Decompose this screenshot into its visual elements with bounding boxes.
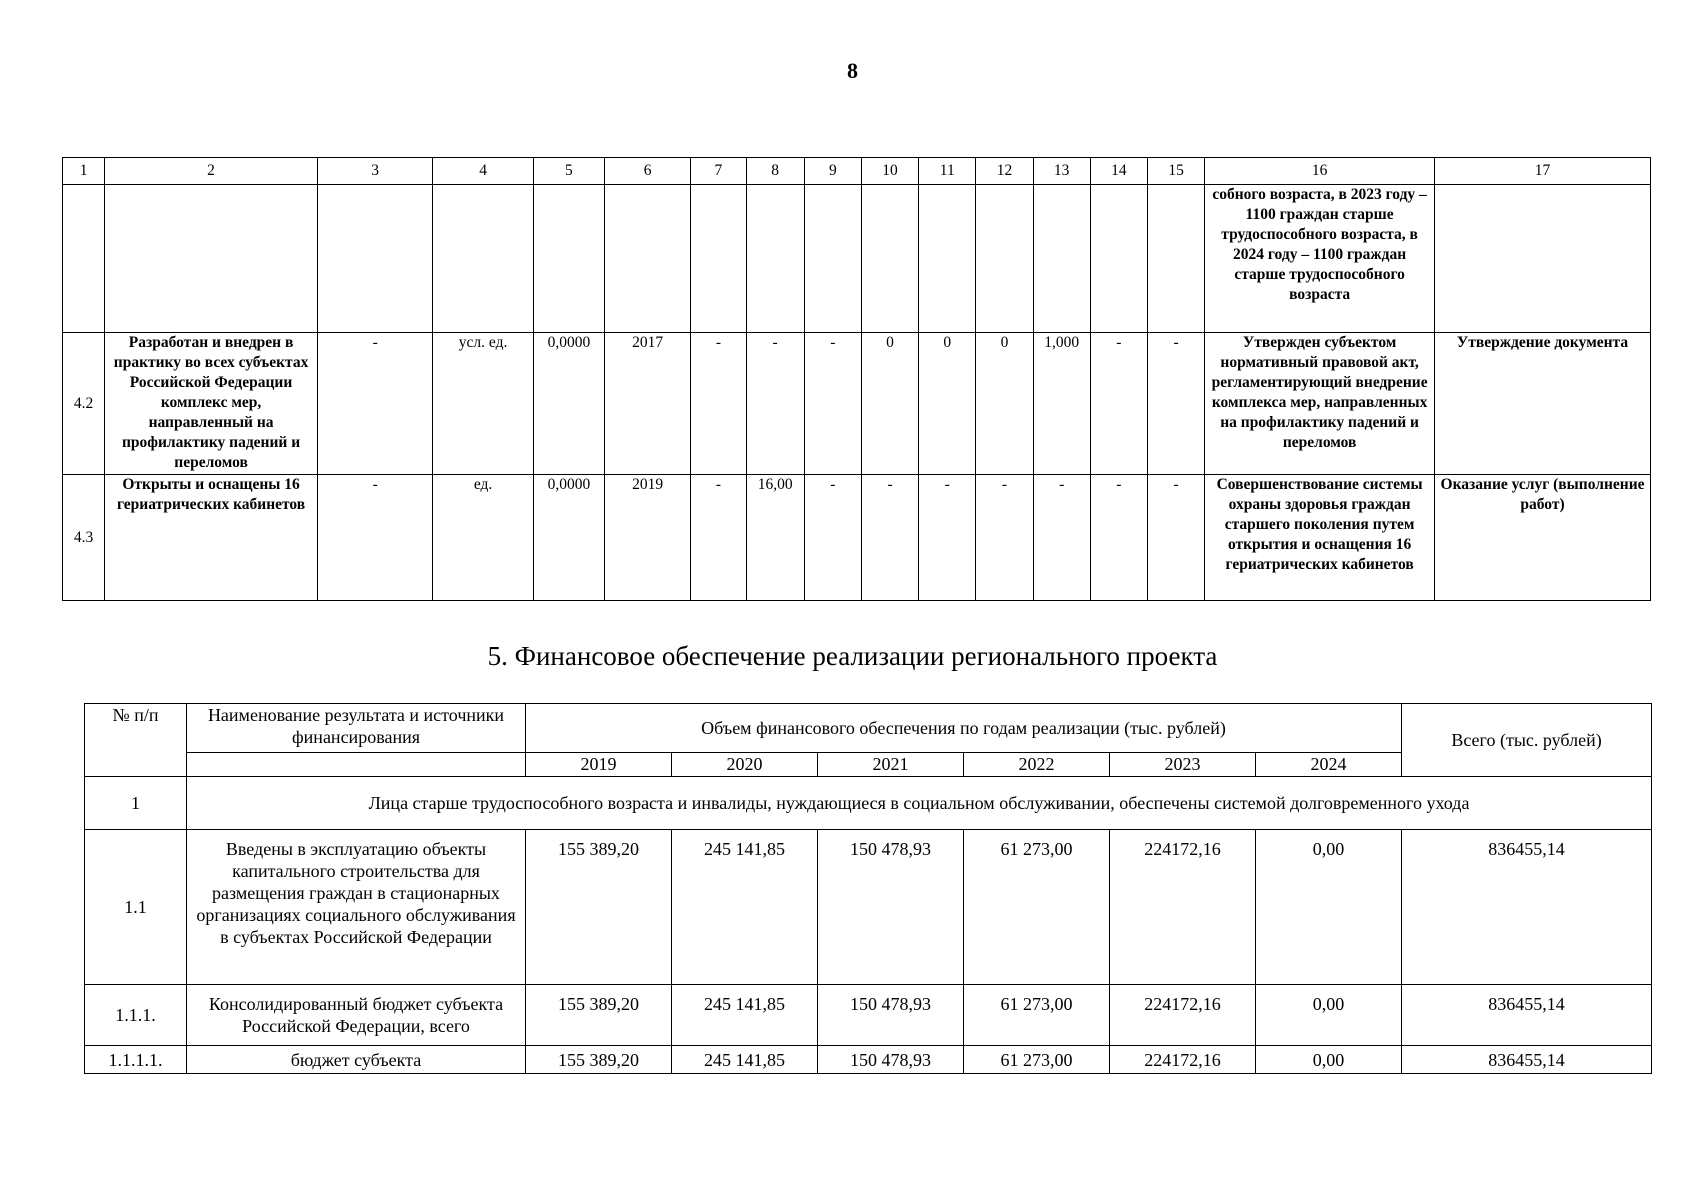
table-cell: усл. ед.: [433, 333, 533, 475]
result-characteristic: Совершенствование системы охраны здоровья граждан старшего поколения путем открытия и оснащения 16 гериатрических кабинетов: [1205, 475, 1435, 601]
value-cell: 150 478,93: [818, 830, 964, 985]
value-cell: 224172,16: [1110, 1046, 1256, 1074]
table-cell: [433, 185, 533, 333]
table-cell: -: [691, 333, 746, 475]
table-cell: -: [1033, 475, 1090, 601]
table-cell: -: [976, 475, 1033, 601]
col-header-1: 1: [63, 158, 105, 185]
table-row: [85, 1046, 1652, 1074]
result-characteristic: Утвержден субъектом нормативный правовой акт, регламентирующий внедрение комплекса мер, направленных на профилактику падений и переломов: [1205, 333, 1435, 475]
table-cell: 2017: [605, 333, 691, 475]
col-header-3: 3: [317, 158, 432, 185]
result-name: [105, 185, 318, 333]
table-cell: 0: [976, 333, 1033, 475]
table-cell: 2019: [605, 475, 691, 601]
table-cell: 0: [861, 333, 918, 475]
table-cell: [691, 185, 746, 333]
page-number: 8: [847, 58, 858, 83]
table-cell: ед.: [433, 475, 533, 601]
section-num: 1: [85, 777, 187, 830]
table-header-row: [85, 704, 1652, 753]
result-type: [1435, 185, 1651, 333]
col-header-name: Наименование результата и источники финансирования: [187, 704, 526, 753]
table-cell: [605, 185, 691, 333]
table-cell: 0: [919, 333, 976, 475]
table-cell: [861, 185, 918, 333]
col-header-num: № п/п: [85, 704, 187, 777]
year-header: 2019: [526, 753, 672, 777]
table-cell: 0,0000: [533, 333, 604, 475]
section-text: Лица старше трудоспособного возраста и инвалиды, нуждающиеся в социальном обслуживании, обеспечены системой долговременного ухода: [187, 777, 1652, 830]
table-cell: -: [746, 333, 804, 475]
row-num: [63, 185, 105, 333]
value-cell: 150 478,93: [818, 985, 964, 1046]
value-cell: 155 389,20: [526, 1046, 672, 1074]
col-header-9: 9: [804, 158, 861, 185]
table-cell: -: [804, 475, 861, 601]
year-header: 2023: [1110, 753, 1256, 777]
table-cell: -: [919, 475, 976, 601]
table-cell: -: [804, 333, 861, 475]
table-cell: 16,00: [746, 475, 804, 601]
value-cell: 0,00: [1256, 985, 1402, 1046]
col-header-volume: Объем финансового обеспечения по годам реализации (тыс. рублей): [526, 704, 1402, 753]
table-cell: -: [691, 475, 746, 601]
col-header-11: 11: [919, 158, 976, 185]
section-title: 5. Финансовое обеспечение реализации регионального проекта: [487, 641, 1218, 671]
table-cell: -: [1147, 333, 1204, 475]
value-cell: 245 141,85: [672, 1046, 818, 1074]
result-type: Утверждение документа: [1435, 333, 1651, 475]
table-cell: [533, 185, 604, 333]
table-cell: [1147, 185, 1204, 333]
table-cell: 1,000: [1033, 333, 1090, 475]
value-cell: 61 273,00: [964, 830, 1110, 985]
table-cell: -: [1090, 333, 1147, 475]
table-cell: -: [861, 475, 918, 601]
row-num: 1.1.1.: [85, 985, 187, 1046]
value-cell: 245 141,85: [672, 830, 818, 985]
col-header-13: 13: [1033, 158, 1090, 185]
table-cell: [1090, 185, 1147, 333]
value-cell: 0,00: [1256, 1046, 1402, 1074]
table-cell: -: [317, 333, 432, 475]
year-header: 2022: [964, 753, 1110, 777]
table-cell: [746, 185, 804, 333]
table-row: [63, 475, 1651, 601]
row-num: 4.3: [63, 475, 105, 601]
table-cell: -: [1090, 475, 1147, 601]
total-cell: 836455,14: [1402, 830, 1652, 985]
col-header-16: 16: [1205, 158, 1435, 185]
value-cell: 224172,16: [1110, 830, 1256, 985]
value-cell: 61 273,00: [964, 1046, 1110, 1074]
col-header-17: 17: [1435, 158, 1651, 185]
table-cell: [976, 185, 1033, 333]
table-row: [85, 985, 1652, 1046]
col-header-12: 12: [976, 158, 1033, 185]
col-header-15: 15: [1147, 158, 1204, 185]
table-cell: 0,0000: [533, 475, 604, 601]
col-header-7: 7: [691, 158, 746, 185]
result-name: Разработан и внедрен в практику во всех субъектах Российской Федерации комплекс мер, направленный на профилактику падений и переломов: [105, 333, 318, 475]
col-header-5: 5: [533, 158, 604, 185]
year-header: 2024: [1256, 753, 1402, 777]
total-cell: 836455,14: [1402, 1046, 1652, 1074]
year-header: 2020: [672, 753, 818, 777]
table-cell: [317, 185, 432, 333]
table-cell: [804, 185, 861, 333]
row-name: бюджет субъекта: [187, 1046, 526, 1074]
row-name: Консолидированный бюджет субъекта Российской Федерации, всего: [187, 985, 526, 1046]
result-type: Оказание услуг (выполнение работ): [1435, 475, 1651, 601]
value-cell: 150 478,93: [818, 1046, 964, 1074]
value-cell: 0,00: [1256, 830, 1402, 985]
table-row: [63, 185, 1651, 333]
value-cell: 224172,16: [1110, 985, 1256, 1046]
table-cell: -: [317, 475, 432, 601]
col-header-6: 6: [605, 158, 691, 185]
row-name: Введены в эксплуатацию объекты капитального строительства для размещения граждан в стационарных организациях социального обслуживания в субъектах Российской Федерации: [187, 830, 526, 985]
empty-cell: [187, 753, 526, 777]
row-num: 1.1.1.1.: [85, 1046, 187, 1074]
col-header-total: Всего (тыс. рублей): [1402, 704, 1652, 777]
financing-table: [84, 703, 1652, 1074]
table-cell: -: [1147, 475, 1204, 601]
table-cell: [919, 185, 976, 333]
total-cell: 836455,14: [1402, 985, 1652, 1046]
value-cell: 155 389,20: [526, 985, 672, 1046]
table-row: [85, 830, 1652, 985]
table-row: [63, 333, 1651, 475]
year-header: 2021: [818, 753, 964, 777]
value-cell: 155 389,20: [526, 830, 672, 985]
row-num: 4.2: [63, 333, 105, 475]
table-header-row: [63, 158, 1651, 185]
value-cell: 245 141,85: [672, 985, 818, 1046]
col-header-8: 8: [746, 158, 804, 185]
col-header-10: 10: [861, 158, 918, 185]
table-cell: [1033, 185, 1090, 333]
result-characteristic: собного возраста, в 2023 году – 1100 граждан старше трудоспособного возраста, в 2024 году – 1100 граждан старше трудоспособного возраста: [1205, 185, 1435, 333]
row-num: 1.1: [85, 830, 187, 985]
section-row: [85, 777, 1652, 830]
col-header-14: 14: [1090, 158, 1147, 185]
col-header-2: 2: [105, 158, 318, 185]
results-table: [62, 157, 1651, 601]
value-cell: 61 273,00: [964, 985, 1110, 1046]
col-header-4: 4: [433, 158, 533, 185]
result-name: Открыты и оснащены 16 гериатрических кабинетов: [105, 475, 318, 601]
